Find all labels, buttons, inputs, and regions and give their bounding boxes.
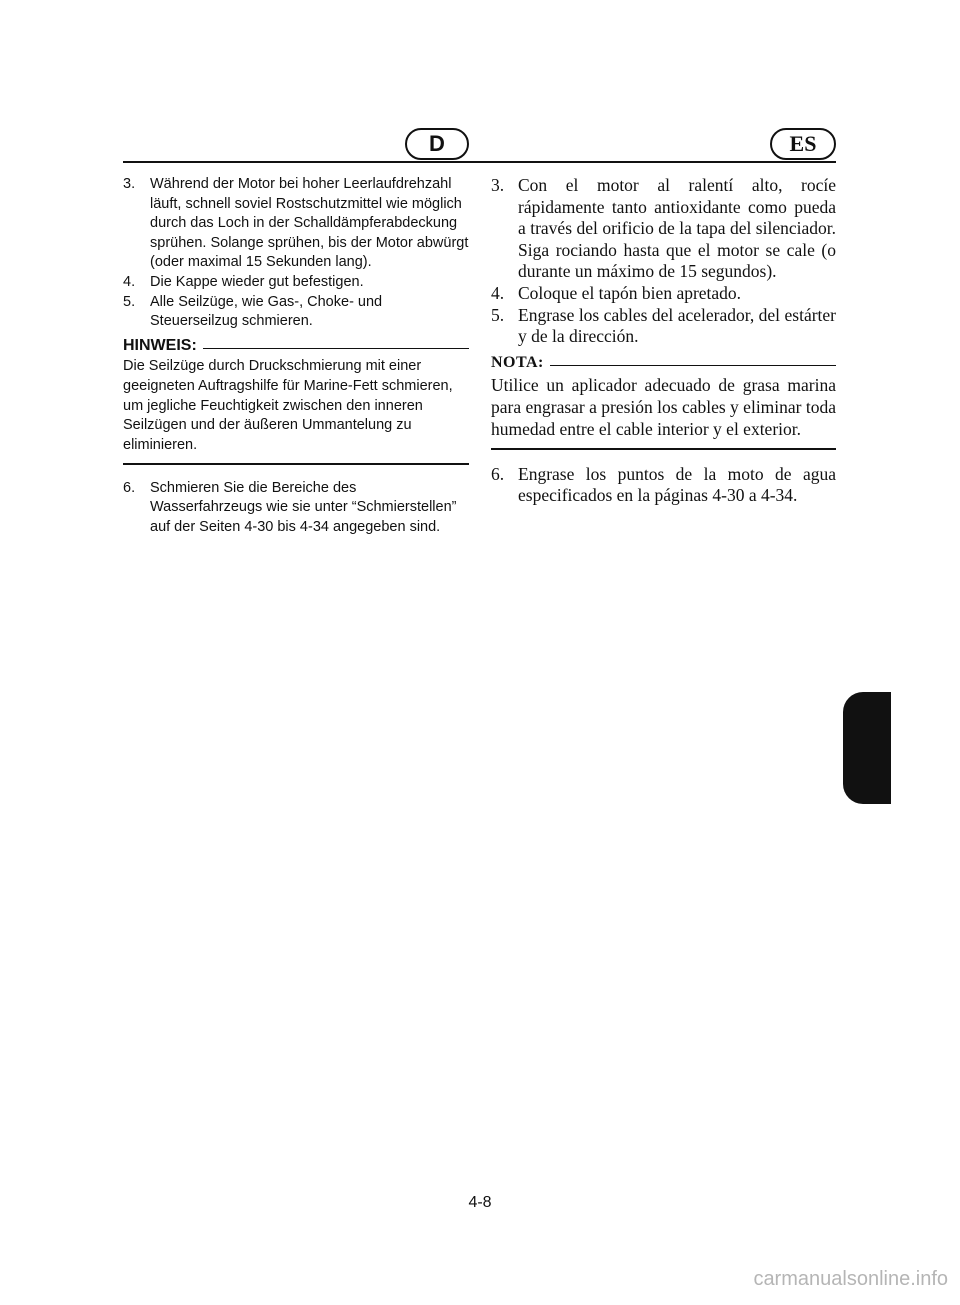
note-text: Utilice un aplicador adecuado de grasa marina para engrasar a presión los cables y eliminar toda humedad entre el cable interior y el exterior. [491, 375, 837, 439]
german-column [123, 175, 469, 538]
item-text: Alle Seilzüge, wie Gas-, Choke- und Steuerseilzug schmieren. [150, 293, 383, 330]
chapter-thumb-tab [843, 692, 891, 804]
item-number: 6. [123, 479, 136, 496]
language-badge-german: D [405, 128, 469, 160]
note-label: NOTA: [491, 353, 544, 371]
list-item [123, 479, 469, 538]
note-rule [550, 365, 836, 367]
header-rule [123, 161, 836, 163]
item-number: 4. [123, 273, 136, 290]
list-item [491, 305, 836, 348]
watermark: carmanualsonline.info [753, 1268, 948, 1290]
item-text: Engrase los puntos de la moto de agua especificados en la páginas 4-30 a 4-34. [518, 463, 836, 506]
spanish-column [491, 175, 836, 507]
item-text: Coloque el tapón bien apretado. [518, 282, 742, 303]
list-item [123, 175, 469, 273]
note-heading [123, 336, 469, 356]
item-text: Con el motor al ralentí alto, rocíe rápidamente tanto antioxidante como pueda a través del orificio de la tapa del silenciador. Siga rociando hasta que el motor se cale (o durante un máximo de 15 segundos). [518, 175, 836, 282]
item-number: 3. [123, 176, 136, 192]
language-badge-spanish: ES [770, 128, 836, 160]
item-number: 4. [491, 282, 505, 303]
list-item [491, 175, 836, 283]
item-text: Schmieren Sie die Bereiche des Wasserfahrzeugs wie sie unter “Schmierstellen” auf der Seiten 4-30 bis 4-34 angegeben sind. [150, 479, 457, 535]
note-label: HINWEIS: [123, 336, 197, 354]
note-rule [203, 348, 469, 350]
item-text: Die Kappe wieder gut befestigen. [150, 273, 364, 290]
note-end-rule [123, 463, 469, 465]
item-number: 6. [491, 463, 505, 484]
note-end-rule [491, 448, 836, 450]
item-text: Während der Motor bei hoher Leerlaufdrehzahl läuft, schnell soviel Rostschutzmittel wie möglich durch das Loch in der Schalldämpferabdeckung sprühen. Solange sprühen, bis der Motor abwürgt (oder maximal 15 Sekunden lang). [150, 176, 469, 271]
item-number: 5. [123, 293, 136, 310]
note-heading [491, 352, 836, 374]
list-item [491, 464, 836, 507]
list-item [491, 283, 836, 305]
item-text: Engrase los cables del acelerador, del estárter y de la dirección. [518, 304, 836, 347]
note-text: Die Seilzüge durch Druckschmierung mit einer geeigneten Auftragshilfe für Marine-Fett schmieren, um jegliche Feuchtigkeit zwischen den inneren Seilzügen und der äußeren Ummantelung zu eliminieren. [123, 358, 453, 453]
item-number: 5. [491, 304, 505, 325]
list-item [123, 273, 469, 293]
page-number: 4-8 [468, 1194, 492, 1211]
item-number: 3. [491, 175, 505, 195]
list-item [123, 293, 469, 332]
